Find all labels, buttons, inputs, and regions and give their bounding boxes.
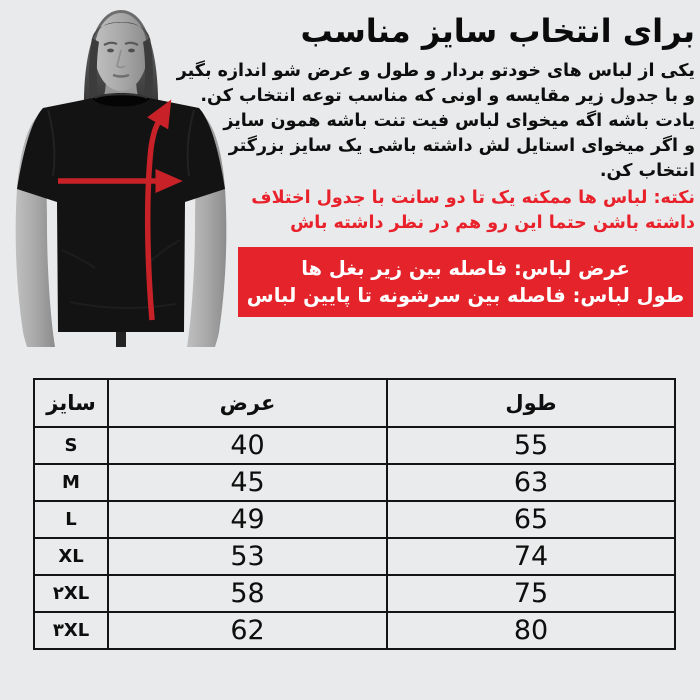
size-label: ۲XL	[34, 575, 108, 612]
length-value: 65	[387, 501, 675, 538]
table-row	[34, 501, 675, 538]
measurement-legend-box	[238, 247, 693, 317]
size-table-header-row	[34, 379, 675, 427]
width-definition: عرض لباس: فاصله بین زیر بغل ها	[301, 257, 630, 280]
intro-line: و با جدول زیر مقایسه و اونی که مناسب توعه انتخاب کن.	[200, 86, 695, 106]
width-value: 53	[108, 538, 387, 575]
page-title: برای انتخاب سایز مناسب	[300, 12, 695, 50]
table-row	[34, 427, 675, 464]
width-column-header: عرض	[108, 379, 387, 427]
tolerance-note	[230, 186, 695, 236]
width-value: 58	[108, 575, 387, 612]
length-value: 55	[387, 427, 675, 464]
size-column-header: سایز	[34, 379, 108, 427]
table-row	[34, 575, 675, 612]
size-label: L	[34, 501, 108, 538]
width-value: 45	[108, 464, 387, 501]
width-value: 49	[108, 501, 387, 538]
note-line: داشته باشن حتما این رو هم در نظر داشته باش	[290, 213, 695, 233]
intro-line: و اگر میخوای استایل لش داشته باشی یک سایز بزرگتر	[228, 136, 695, 156]
length-column-header: طول	[387, 379, 675, 427]
table-row	[34, 612, 675, 649]
length-value: 63	[387, 464, 675, 501]
width-value: 62	[108, 612, 387, 649]
tshirt-measurement-figure	[0, 0, 235, 347]
note-line: نکته: لباس ها ممکنه یک تا دو سانت با جدول اختلاف	[251, 188, 695, 208]
size-table	[33, 378, 676, 650]
width-value: 40	[108, 427, 387, 464]
intro-line: یکی از لباس های خودتو بردار و طول و عرض شو اندازه بگیر	[176, 61, 695, 81]
intro-line: انتخاب کن.	[599, 161, 695, 181]
length-value: 74	[387, 538, 675, 575]
guide-text-column	[176, 12, 695, 317]
size-label: XL	[34, 538, 108, 575]
mannequin-tshirt-illustration	[0, 0, 235, 347]
length-value: 75	[387, 575, 675, 612]
intro-paragraph	[176, 59, 695, 184]
length-value: 80	[387, 612, 675, 649]
size-label: ۳XL	[34, 612, 108, 649]
size-label: M	[34, 464, 108, 501]
length-definition: طول لباس: فاصله بین سرشونه تا پایین لباس	[246, 284, 685, 307]
table-row	[34, 538, 675, 575]
intro-line: یادت باشه اگه میخوای لباس فیت تنت باشه همون سایز	[223, 111, 695, 131]
table-row	[34, 464, 675, 501]
size-label: S	[34, 427, 108, 464]
